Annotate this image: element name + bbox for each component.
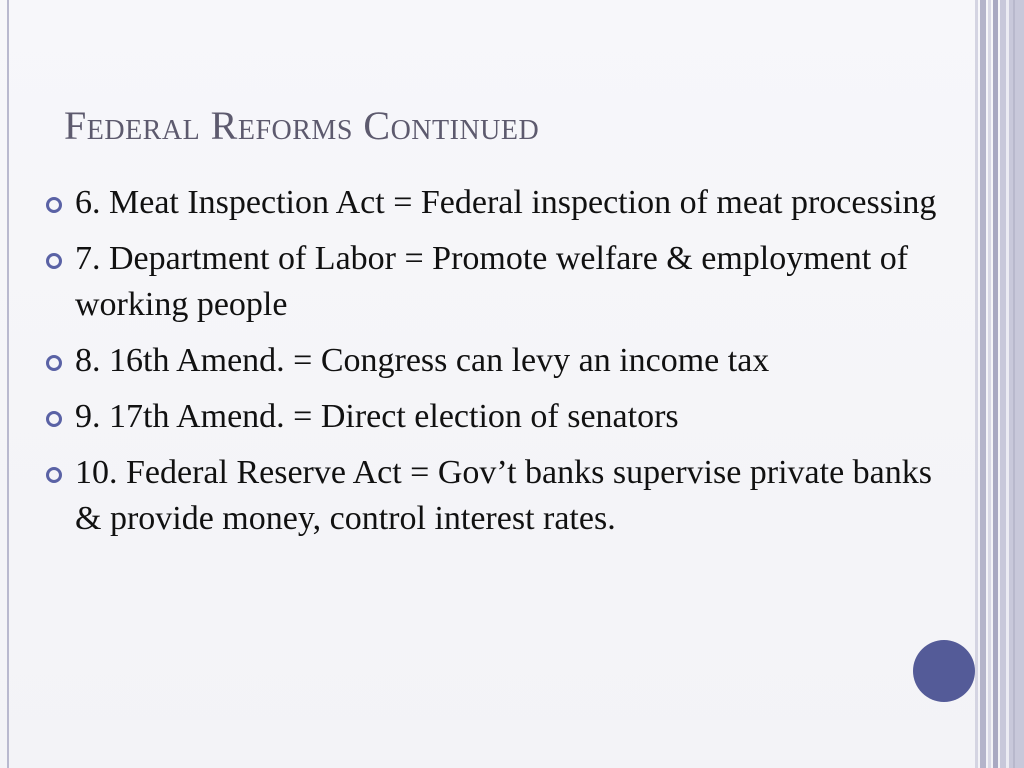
ring-bullet-icon — [46, 411, 62, 427]
bullet-item — [44, 394, 954, 440]
ring-bullet-icon — [46, 467, 62, 483]
right-stripe-4 — [993, 0, 998, 768]
left-border-line — [7, 0, 9, 768]
right-stripe-6 — [1006, 0, 1009, 768]
ring-bullet-icon — [46, 253, 62, 269]
slide-title: Federal Reforms Continued — [64, 103, 540, 148]
bullet-list — [44, 180, 954, 552]
bullet-item — [44, 180, 954, 226]
bullet-text: 7. Department of Labor = Promote welfare & employment of working people — [75, 240, 909, 323]
ring-bullet-icon — [46, 197, 62, 213]
right-stripe-7 — [1013, 0, 1015, 768]
bullet-text: 9. 17th Amend. = Direct election of senators — [75, 398, 679, 435]
bullet-item — [44, 236, 954, 328]
ring-bullet-icon — [46, 355, 62, 371]
bullet-item — [44, 338, 954, 384]
right-stripe-5 — [1000, 0, 1024, 768]
bullet-text: 6. Meat Inspection Act = Federal inspection of meat processing — [75, 184, 937, 221]
bullet-text: 8. 16th Amend. = Congress can levy an income tax — [75, 342, 770, 379]
right-stripe-1 — [975, 0, 978, 768]
right-stripe-2 — [980, 0, 986, 768]
bullet-item — [44, 450, 954, 542]
bullet-text: 10. Federal Reserve Act = Gov’t banks supervise private banks & provide money, control interest rates. — [75, 454, 933, 537]
decorative-circle-icon — [913, 640, 975, 702]
right-stripe-3 — [988, 0, 991, 768]
